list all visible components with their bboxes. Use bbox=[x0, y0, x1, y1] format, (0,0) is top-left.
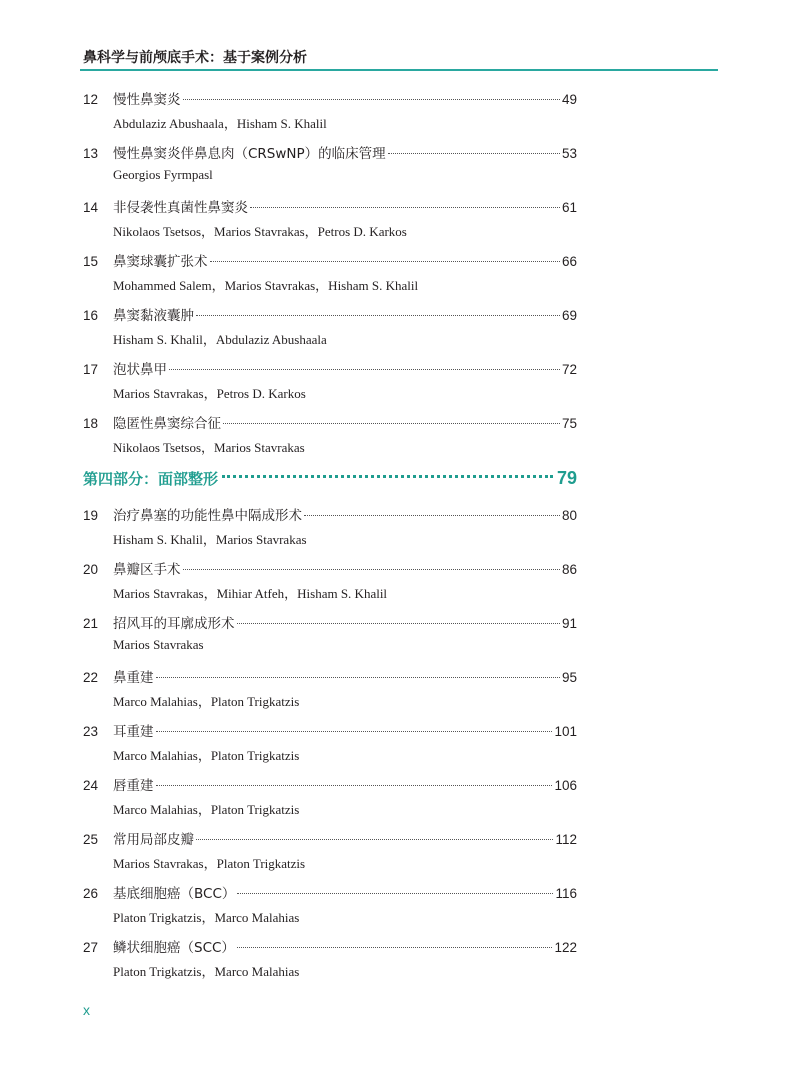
toc-entry[interactable] bbox=[83, 196, 577, 250]
toc-entry[interactable] bbox=[83, 504, 577, 558]
toc-entry-line bbox=[83, 504, 577, 526]
toc-entry-line bbox=[83, 720, 577, 742]
toc-entry[interactable] bbox=[83, 666, 577, 720]
chapter-number: 26 bbox=[83, 886, 99, 901]
chapter-authors: Marios Stavrakas，Petros D. Karkos bbox=[113, 386, 306, 401]
chapter-title: 慢性鼻窦炎 bbox=[113, 92, 181, 108]
page-number: 95 bbox=[561, 670, 577, 685]
chapter-title: 隐匿性鼻窦综合征 bbox=[113, 416, 221, 432]
chapter-authors: Marios Stavrakas bbox=[113, 637, 204, 652]
page-number: 122 bbox=[554, 940, 577, 955]
chapter-number: 20 bbox=[83, 562, 99, 577]
page-number: 116 bbox=[555, 886, 577, 901]
chapter-title: 慢性鼻窦炎伴鼻息肉（CRSwNP）的临床管理 bbox=[113, 146, 386, 162]
toc-entry-line bbox=[83, 196, 577, 218]
chapter-title: 鼻瓣区手术 bbox=[113, 562, 181, 578]
leader-dots bbox=[237, 947, 553, 948]
header-rule bbox=[80, 69, 718, 71]
toc-entry-line bbox=[83, 774, 577, 796]
chapter-title: 治疗鼻塞的功能性鼻中隔成形术 bbox=[113, 508, 302, 524]
toc-group-after bbox=[83, 504, 577, 990]
leader-dots bbox=[223, 423, 560, 424]
chapter-title: 鳞状细胞癌（SCC） bbox=[113, 940, 235, 956]
chapter-authors: Marios Stavrakas，Mihiar Atfeh，Hisham S. Khalil bbox=[113, 586, 388, 601]
chapter-number: 25 bbox=[83, 832, 99, 847]
toc-entry[interactable] bbox=[83, 828, 577, 882]
chapter-number: 16 bbox=[83, 308, 99, 323]
leader-dots bbox=[156, 731, 553, 732]
table-of-contents bbox=[83, 88, 577, 990]
chapter-number: 27 bbox=[83, 940, 99, 955]
part-leader-dots bbox=[222, 475, 553, 478]
toc-entry[interactable] bbox=[83, 558, 577, 612]
chapter-title: 非侵袭性真菌性鼻窦炎 bbox=[113, 200, 248, 216]
chapter-number: 13 bbox=[83, 146, 99, 161]
chapter-number: 24 bbox=[83, 778, 99, 793]
chapter-title: 鼻窦黏液囊肿 bbox=[113, 308, 194, 324]
leader-dots bbox=[183, 569, 560, 570]
chapter-authors: Mohammed Salem，Marios Stavrakas，Hisham S. Khalil bbox=[113, 278, 419, 293]
leader-dots bbox=[156, 677, 560, 678]
page-number: 49 bbox=[561, 92, 577, 107]
page-folio: x bbox=[83, 1002, 90, 1018]
toc-entry-line bbox=[83, 304, 577, 326]
running-header: 鼻科学与前颅底手术：基于案例分析 bbox=[83, 50, 307, 66]
toc-entry[interactable] bbox=[83, 88, 577, 142]
leader-dots bbox=[237, 893, 553, 894]
chapter-number: 23 bbox=[83, 724, 99, 739]
page-number: 101 bbox=[554, 724, 577, 739]
chapter-authors: Marco Malahias，Platon Trigkatzis bbox=[113, 694, 300, 709]
toc-entry-line bbox=[83, 142, 577, 164]
toc-entry[interactable] bbox=[83, 882, 577, 936]
chapter-authors: Platon Trigkatzis，Marco Malahias bbox=[113, 910, 300, 925]
page-number: 106 bbox=[554, 778, 577, 793]
leader-dots bbox=[156, 785, 553, 786]
page-number: 75 bbox=[561, 416, 577, 431]
chapter-authors: Marco Malahias，Platon Trigkatzis bbox=[113, 802, 300, 817]
toc-entry[interactable] bbox=[83, 720, 577, 774]
chapter-number: 12 bbox=[83, 92, 99, 107]
chapter-authors: Georgios Fyrmpasl bbox=[113, 167, 213, 182]
part-page-number: 79 bbox=[556, 468, 577, 488]
toc-entry[interactable] bbox=[83, 142, 577, 196]
page-number: 69 bbox=[561, 308, 577, 323]
chapter-title: 鼻窦球囊扩张术 bbox=[113, 254, 208, 270]
page-number: 61 bbox=[561, 200, 577, 215]
page-number: 66 bbox=[561, 254, 577, 269]
leader-dots bbox=[196, 315, 560, 316]
leader-dots bbox=[196, 839, 553, 840]
toc-entry-line bbox=[83, 250, 577, 272]
toc-entry-line bbox=[83, 936, 577, 958]
page-number: 86 bbox=[561, 562, 577, 577]
leader-dots bbox=[183, 99, 560, 100]
page-number: 112 bbox=[555, 832, 577, 847]
toc-entry[interactable] bbox=[83, 250, 577, 304]
chapter-title: 泡状鼻甲 bbox=[113, 362, 167, 378]
page-number: 91 bbox=[561, 616, 577, 631]
chapter-authors: Nikolaos Tsetsos，Marios Stavrakas bbox=[113, 440, 305, 455]
toc-entry[interactable] bbox=[83, 774, 577, 828]
chapter-title: 鼻重建 bbox=[113, 670, 154, 686]
leader-dots bbox=[210, 261, 560, 262]
chapter-authors: Marco Malahias，Platon Trigkatzis bbox=[113, 748, 300, 763]
toc-entry[interactable] bbox=[83, 358, 577, 412]
leader-dots bbox=[237, 623, 560, 624]
chapter-number: 14 bbox=[83, 200, 99, 215]
toc-entry[interactable] bbox=[83, 936, 577, 990]
toc-entry-line bbox=[83, 558, 577, 580]
chapter-title: 招风耳的耳廓成形术 bbox=[113, 616, 235, 632]
chapter-number: 15 bbox=[83, 254, 99, 269]
chapter-title: 基底细胞癌（BCC） bbox=[113, 886, 236, 902]
leader-dots bbox=[304, 515, 560, 516]
toc-entry[interactable] bbox=[83, 304, 577, 358]
toc-entry-line bbox=[83, 412, 577, 434]
leader-dots bbox=[388, 153, 560, 154]
chapter-authors: Marios Stavrakas，Platon Trigkatzis bbox=[113, 856, 306, 871]
part-title: 第四部分：面部整形 bbox=[83, 470, 219, 488]
page-number: 53 bbox=[561, 146, 577, 161]
toc-entry-line bbox=[83, 358, 577, 380]
chapter-number: 18 bbox=[83, 416, 99, 431]
chapter-number: 21 bbox=[83, 616, 99, 631]
part-heading[interactable] bbox=[83, 468, 577, 504]
leader-dots bbox=[250, 207, 560, 208]
page-number: 72 bbox=[561, 362, 577, 377]
toc-entry-line bbox=[83, 882, 577, 904]
toc-entry-line bbox=[83, 828, 577, 850]
chapter-title: 常用局部皮瓣 bbox=[113, 832, 194, 848]
toc-entry-line bbox=[83, 88, 577, 110]
chapter-authors: Abdulaziz Abushaala，Hisham S. Khalil bbox=[113, 116, 327, 131]
toc-group-before bbox=[83, 88, 577, 466]
chapter-title: 唇重建 bbox=[113, 778, 154, 794]
chapter-number: 19 bbox=[83, 508, 99, 523]
chapter-title: 耳重建 bbox=[113, 724, 154, 740]
toc-entry-line bbox=[83, 666, 577, 688]
chapter-number: 17 bbox=[83, 362, 99, 377]
toc-entry[interactable] bbox=[83, 612, 577, 666]
chapter-authors: Nikolaos Tsetsos，Marios Stavrakas，Petros D. Karkos bbox=[113, 224, 407, 239]
chapter-authors: Platon Trigkatzis，Marco Malahias bbox=[113, 964, 300, 979]
chapter-authors: Hisham S. Khalil，Abdulaziz Abushaala bbox=[113, 332, 327, 347]
toc-entry[interactable] bbox=[83, 412, 577, 466]
chapter-authors: Hisham S. Khalil，Marios Stavrakas bbox=[113, 532, 307, 547]
chapter-number: 22 bbox=[83, 670, 99, 685]
leader-dots bbox=[169, 369, 560, 370]
toc-entry-line bbox=[83, 612, 577, 634]
page-number: 80 bbox=[561, 508, 577, 523]
